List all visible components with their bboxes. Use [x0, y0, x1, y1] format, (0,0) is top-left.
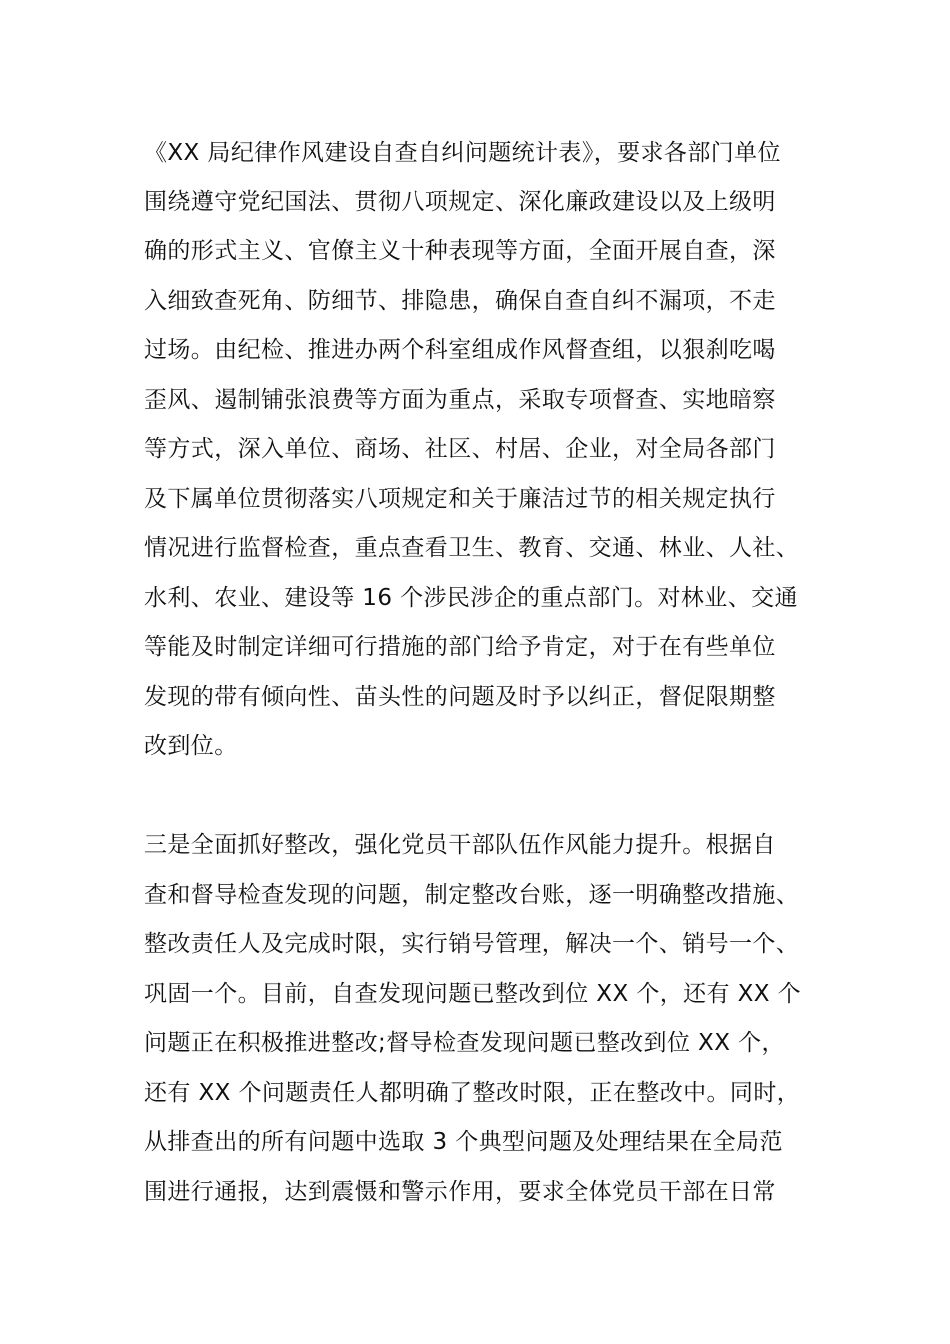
paragraph-1-line: 情况进行监督检查，重点查看卫生、教育、交通、林业、人社、 — [144, 535, 800, 561]
paragraph-1-line: 歪风、遏制铺张浪费等方面为重点，采取专项督查、实地暗察 — [144, 387, 776, 413]
paragraph-1-line: 改到位。 — [144, 733, 238, 759]
paragraph-2-line: 查和督导检查发现的问题，制定整改台账，逐一明确整改措施、 — [144, 882, 800, 908]
paragraph-2-line: 巩固一个。目前，自查发现问题已整改到位 XX 个，还有 XX 个 — [144, 981, 802, 1007]
paragraph-1-line: 发现的带有倾向性、苗头性的问题及时予以纠正，督促限期整 — [144, 684, 776, 710]
paragraph-1-line: 《XX 局纪律作风建设自查自纠问题统计表》，要求各部门单位 — [144, 140, 781, 166]
paragraph-2-line: 围进行通报，达到震慑和警示作用，要求全体党员干部在日常 — [144, 1179, 776, 1205]
paragraph-1-line: 等能及时制定详细可行措施的部门给予肯定，对于在有些单位 — [144, 634, 776, 660]
paragraph-2-line: 三是全面抓好整改，强化党员干部队伍作风能力提升。根据自 — [144, 832, 776, 858]
paragraph-2-line: 问题正在积极推进整改;督导检查发现问题已整改到位 XX 个， — [144, 1030, 785, 1056]
paragraph-1-line: 及下属单位贯彻落实八项规定和关于廉洁过节的相关规定执行 — [144, 486, 776, 512]
paragraph-1-line: 水利、农业、建设等 16 个涉民涉企的重点部门。对林业、交通 — [144, 585, 798, 611]
paragraph-1-line: 过场。由纪检、推进办两个科室组成作风督查组，以狠刹吃喝 — [144, 337, 776, 363]
paragraph-1-line: 确的形式主义、官僚主义十种表现等方面，全面开展自查，深 — [144, 238, 776, 264]
paragraph-1-line: 围绕遵守党纪国法、贯彻八项规定、深化廉政建设以及上级明 — [144, 189, 776, 215]
paragraph-1-line: 入细致查死角、防细节、排隐患，确保自查自纠不漏项，不走 — [144, 288, 776, 314]
paragraph-2-line: 整改责任人及完成时限，实行销号管理，解决一个、销号一个、 — [144, 931, 800, 957]
paragraph-1-line: 等方式，深入单位、商场、社区、村居、企业，对全局各部门 — [144, 436, 776, 462]
paragraph-2-line: 还有 XX 个问题责任人都明确了整改时限，正在整改中。同时， — [144, 1080, 801, 1106]
paragraph-2-line: 从排查出的所有问题中选取 3 个典型问题及处理结果在全局范 — [144, 1129, 783, 1155]
